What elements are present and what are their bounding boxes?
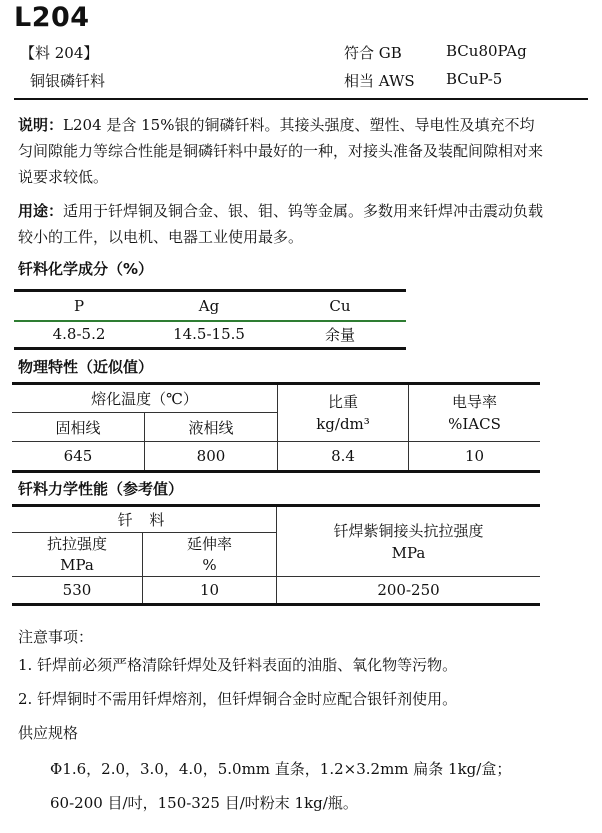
joint-strength-value: 200-250 [277, 577, 541, 605]
supply-title: 供应规格 [18, 724, 79, 742]
physical-table [12, 382, 540, 473]
tensile-label: 抗拉强度 [46, 534, 107, 553]
description-paragraph [18, 112, 548, 190]
material-name: 铜银磷钎料 [30, 72, 106, 90]
gb-label: 符合 GB [344, 44, 402, 62]
joint-label: 钎焊紫铜接头抗拉强度 [333, 521, 484, 540]
notes-title: 注意事项： [18, 628, 94, 646]
supply-line-2: 60-200 目/吋，150-325 目/吋粉末 1kg/瓶。 [50, 794, 358, 812]
elongation-header [143, 533, 277, 577]
liquidus-header: 液相线 [145, 413, 278, 442]
note-item-1: 1. 钎焊前必须严格清除钎焊处及钎料表面的油脂、氧化物等污物。 [18, 656, 458, 674]
tensile-unit: MPa [60, 555, 94, 574]
density-header [278, 384, 409, 442]
usage-text: 适用于钎焊铜及铜合金、银、钼、钨等金属。多数用来钎焊冲击震动负载较小的工件，以电机、电器工业使用最多。 [18, 202, 544, 246]
composition-value-ag: 14.5-15.5 [173, 325, 245, 344]
conductivity-label: 电导率 [451, 393, 497, 411]
code-label: 【料 204】 [20, 44, 99, 62]
header-divider [14, 98, 588, 100]
composition-header-p: P [73, 296, 85, 315]
elongation-unit: % [202, 555, 217, 574]
note-item-2: 2. 钎焊铜时不需用钎焊熔剂，但钎焊铜合金时应配合银钎剂使用。 [18, 690, 458, 708]
tensile-value: 530 [12, 577, 143, 605]
solidus-header: 固相线 [12, 413, 145, 442]
composition-value-cu: 余量 [324, 325, 355, 344]
composition-title: 钎料化学成分（%） [18, 260, 154, 278]
description-label: 说明： [18, 116, 64, 134]
description-text: L204 是含 15%银的铜磷钎料。其接头强度、塑性、导电性及填充不均匀间隙能力等综合性能是铜磷钎料中最好的一种，对接头准备及装配间隙相对来说要求较低。 [18, 116, 544, 186]
elongation-label: 延伸率 [186, 534, 232, 553]
joint-unit: MPa [391, 543, 426, 562]
joint-strength-header [277, 506, 541, 577]
conductivity-header [409, 384, 541, 442]
density-label: 比重 [327, 393, 358, 411]
elongation-value: 10 [143, 577, 277, 605]
document-title: L204 [14, 2, 90, 33]
density-unit: kg/dm³ [316, 415, 370, 433]
tensile-header [12, 533, 143, 577]
aws-label: 相当 AWS [344, 72, 415, 90]
composition-header-cu: Cu [329, 296, 351, 315]
supply-line-1: Φ1.6，2.0，3.0，4.0，5.0mm 直条，1.2×3.2mm 扁条 1kg/盒； [50, 760, 512, 778]
conductivity-unit: %IACS [448, 415, 501, 433]
aws-value: BCuP-5 [446, 70, 503, 88]
solidus-value: 645 [12, 442, 145, 472]
liquidus-value: 800 [145, 442, 278, 472]
physical-title: 物理特性（近似值） [18, 358, 154, 376]
conductivity-value: 10 [409, 442, 541, 472]
usage-label: 用途： [18, 202, 64, 220]
density-value: 8.4 [278, 442, 409, 472]
gb-value: BCu80PAg [446, 42, 527, 60]
composition-table [14, 289, 406, 350]
composition-value-p: 4.8-5.2 [52, 325, 106, 344]
usage-paragraph [18, 198, 548, 250]
mechanical-title: 钎料力学性能（参考值） [18, 480, 184, 498]
melting-header: 熔化温度（℃） [12, 384, 278, 413]
filler-header: 钎 料 [12, 506, 277, 533]
composition-header-ag: Ag [198, 296, 220, 315]
mechanical-table [12, 504, 540, 606]
